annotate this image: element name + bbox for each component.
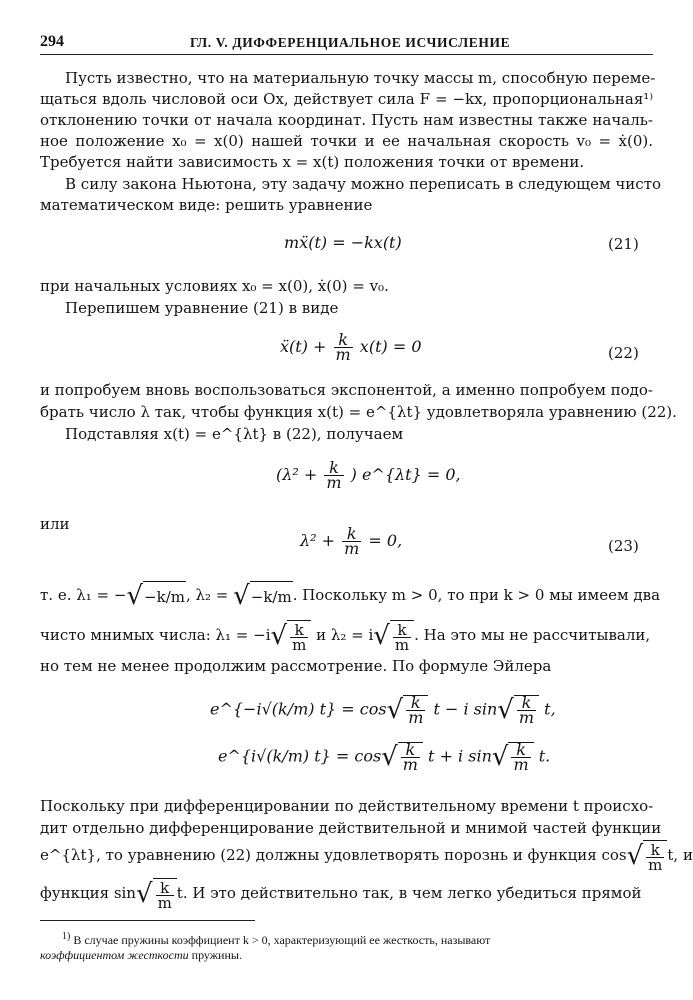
text-fragment: t, и — [667, 846, 693, 864]
eq-part: e^{−i√(k/m) t} = — [210, 699, 355, 719]
numerator: k — [406, 696, 425, 711]
eq-part: cos — [359, 699, 387, 719]
denominator: m — [648, 855, 663, 874]
page-header — [40, 30, 653, 55]
text-line: В силу закона Ньютона, эту задачу можно переписать в следующем чисто — [65, 175, 662, 193]
sqrt-radical: √ $\frac{k}{m}$ — [497, 695, 539, 725]
numerator: k — [156, 881, 174, 896]
text-fragment: , λ₂ = — [185, 586, 229, 604]
text-fragment: . На это мы не рассчитывали, — [414, 626, 651, 644]
text-line: при начальных условиях x₀ = x(0), ẋ(0) = v₀. — [40, 277, 389, 295]
numerator: k — [334, 333, 353, 348]
equation-intermediate — [276, 458, 461, 492]
numerator: k — [324, 461, 343, 476]
text-line: Требуется найти зависимость x = x(t) положения точки от времени. — [40, 153, 585, 171]
text-line: ное положение x₀ = x(0) нашей точки и ее начальная скорость v₀ = ẋ(0). — [40, 132, 653, 150]
denominator: m — [394, 635, 410, 654]
fraction — [324, 458, 343, 492]
eq-part: ẍ(t) + — [280, 337, 327, 356]
text-fragment: т. е. — [40, 586, 72, 604]
denominator: m — [518, 708, 535, 727]
text-line: брать число λ так, чтобы функция x(t) = e^{λt} удовлетворяла уравнению (22). — [40, 403, 677, 421]
eq-part: x(t) = 0 — [359, 337, 422, 356]
eq-part: ) e^{λt} = 0, — [350, 465, 461, 484]
text-fragment: чисто мнимых числа: λ₁ = −i — [40, 626, 271, 644]
numerator: k — [393, 623, 411, 638]
text-line: отклонению точки от начала координат. Пусть нам известны также началь- — [40, 111, 653, 129]
eq-part: t, — [544, 699, 556, 719]
eq-part: t + i sin — [428, 746, 492, 766]
footnote-label: 1) — [62, 931, 71, 942]
text-fragment: e^{λt}, то уравнению (22) должны удовлетворять порознь и функция cos — [40, 846, 627, 864]
equation-21: mẍ(t) = −kx(t) — [284, 233, 402, 252]
numerator: k — [401, 743, 420, 758]
page-number: 294 — [40, 33, 64, 50]
denominator: m — [344, 539, 360, 558]
sqrt-radical: √ $\frac{k}{m}$ — [387, 695, 429, 725]
running-head: ГЛ. V. ДИФФЕРЕНЦИАЛЬНОЕ ИСЧИСЛЕНИЕ — [190, 35, 511, 50]
numerator: k — [646, 843, 664, 858]
denominator: m — [157, 893, 172, 912]
fraction — [334, 330, 353, 364]
euler-formula-1 — [210, 695, 556, 725]
sqrt-radical: √ $\frac{k}{m}$ — [492, 742, 534, 772]
sqrt-radical: √ $\frac{k}{m}$ — [136, 878, 177, 910]
text-line: но тем не менее продолжим рассмотрение. По формуле Эйлера — [40, 657, 552, 675]
imaginary-roots-line — [40, 620, 653, 654]
sqrt-radical: √ $\frac{k}{m}$ — [271, 620, 312, 652]
fraction — [646, 840, 664, 874]
equation-number-23: (23) — [608, 537, 639, 555]
text-line: Перепишем уравнение (21) в виде — [65, 299, 339, 317]
numerator: k — [517, 696, 536, 711]
cos-function-line — [40, 840, 693, 874]
text-line: математическом виде: решить уравнение — [40, 196, 373, 214]
denominator: m — [292, 635, 307, 654]
footnote-line — [40, 946, 653, 964]
footnote-text: В случае пружины коэффициент k > 0, характеризующий ее жесткость, называют — [73, 933, 491, 947]
denominator: m — [335, 345, 351, 364]
numerator: k — [342, 527, 361, 542]
euler-formula-2 — [218, 742, 550, 772]
eq-part: e^{i√(k/m) t} = — [218, 746, 350, 766]
text-fragment: . Поскольку m > 0, то при k > 0 мы имеем два — [292, 586, 661, 604]
text-line: или — [40, 515, 70, 533]
eq-part: t − i sin — [433, 699, 498, 719]
eq-part: (λ² + — [276, 465, 318, 484]
fraction — [393, 620, 411, 654]
text-line: Пусть известно, что на материальную точку массы m, способную переме- — [65, 69, 656, 87]
denominator: m — [402, 755, 418, 774]
eq-part: t. — [538, 746, 551, 766]
sqrt-radical: √−k/m — [233, 581, 292, 612]
eq-part: cos — [354, 746, 382, 766]
footnote-term: коэффициентом жесткости — [40, 948, 189, 962]
text-line: дит отдельно дифференцирование действительной и мнимой частей функции — [40, 819, 662, 837]
fraction — [511, 740, 530, 774]
fraction — [290, 620, 308, 654]
eq-part: = 0, — [368, 531, 403, 550]
sqrt-radical: √ $\frac{k}{m}$ — [627, 840, 668, 872]
fraction — [342, 524, 361, 558]
equation-number-22: (22) — [608, 344, 639, 362]
radicand: −k/m — [250, 581, 293, 612]
sin-function-line — [40, 878, 653, 912]
text-line: Подставляя x(t) = e^{λt} в (22), получаем — [65, 425, 404, 443]
equation-23 — [300, 524, 403, 558]
roots-line — [40, 580, 661, 612]
eq-part: λ² + — [300, 531, 336, 550]
fraction — [401, 740, 420, 774]
denominator: m — [408, 708, 424, 727]
text-line: щаться вдоль числовой оси Ox, действует сила F = −kx, пропорциональная¹⁾ — [40, 90, 653, 108]
sqrt-radical: √−k/m — [126, 581, 185, 612]
sqrt-radical: √ $\frac{k}{m}$ — [381, 742, 423, 772]
equation-number-21: (21) — [608, 235, 639, 253]
text-fragment: и λ₂ = i — [316, 626, 374, 644]
denominator: m — [326, 473, 342, 492]
numerator: k — [511, 743, 530, 758]
fraction — [156, 878, 174, 912]
fraction — [517, 693, 536, 727]
fraction — [406, 693, 425, 727]
denominator: m — [513, 755, 529, 774]
numerator: k — [290, 623, 308, 638]
sqrt-radical: √ $\frac{k}{m}$ — [373, 620, 414, 652]
text-fragment: λ₁ = − — [76, 586, 127, 604]
text-fragment: t. И это действительно так, в чем легко убедиться прямой — [176, 884, 642, 902]
footnote-text: пружины. — [188, 948, 242, 962]
radicand: −k/m — [143, 581, 186, 612]
text-line: и попробуем вновь воспользоваться экспонентой, а именно попробуем подо- — [40, 381, 653, 399]
equation-22 — [280, 330, 422, 364]
text-line: Поскольку при дифференцировании по действительному времени t происхо- — [40, 797, 654, 815]
footnote-separator — [40, 920, 255, 921]
text-fragment: функция sin — [40, 884, 136, 902]
